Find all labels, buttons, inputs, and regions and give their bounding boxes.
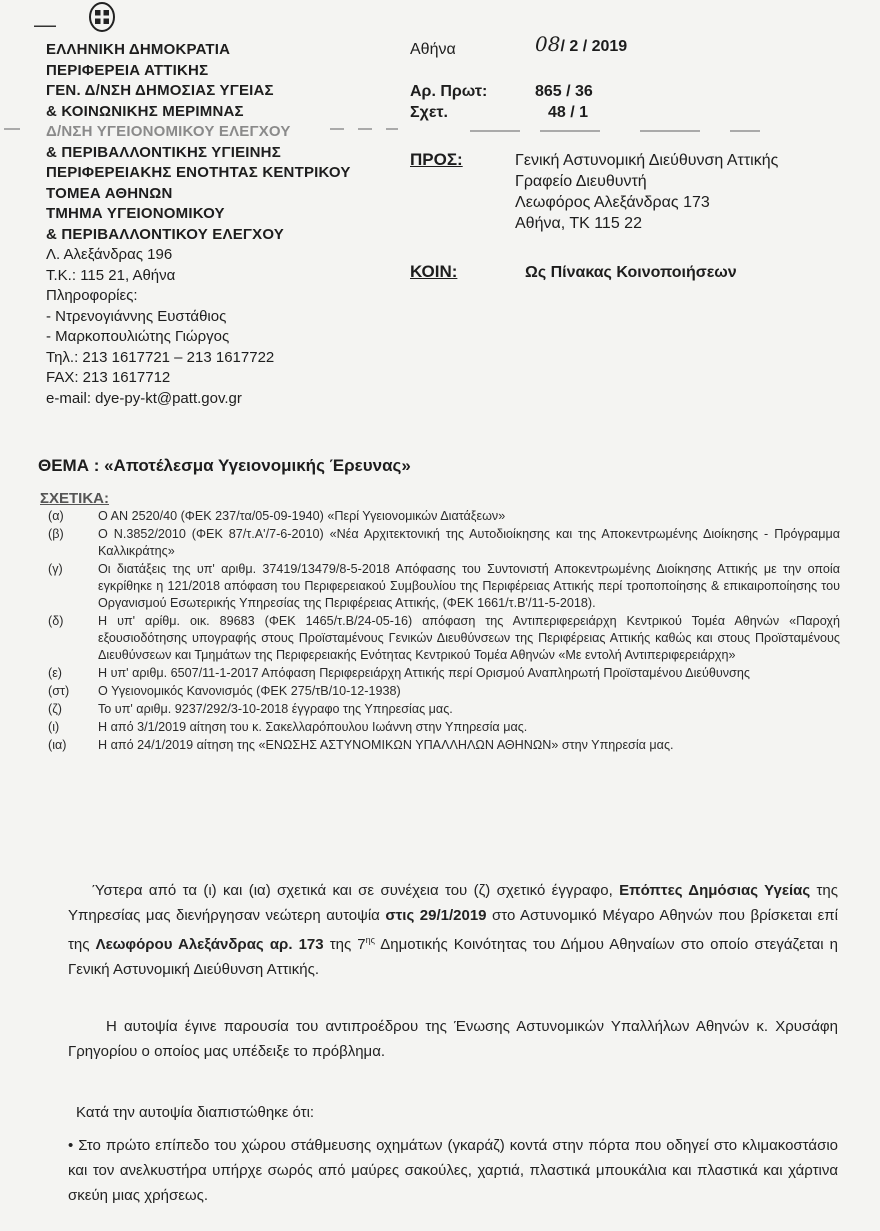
body-paragraph-1 bbox=[68, 878, 838, 982]
greek-emblem-icon bbox=[88, 2, 116, 32]
reference-item bbox=[40, 719, 840, 736]
reference-item bbox=[40, 613, 840, 664]
reference-item bbox=[40, 508, 840, 525]
paragraph-text: Ύστερα από τα (ι) και (ια) σχετικά και σε συνέχεια του (ζ) σχετικό έγγραφο, bbox=[92, 882, 620, 899]
reference-item bbox=[40, 665, 840, 682]
paragraph-emphasis: Λεωφόρου Αλεξάνδρας αρ. 173 bbox=[95, 936, 324, 953]
reference-text: Η από 24/1/2019 αίτηση της «ΕΝΩΣΗΣ ΑΣΤΥΝΟΜΙΚΩΝ ΥΠΑΛΛΗΛΩΝ ΑΘΗΝΩΝ» στην Υπηρεσία μας. bbox=[98, 738, 674, 752]
sender-line: ΤΜΗΜΑ ΥΓΕΙΟΝΟΜΙΚΟΥ bbox=[46, 205, 225, 222]
reference-label: (γ) bbox=[48, 562, 63, 576]
sender-line: & ΚΟΙΝΩΝΙΚΗΣ ΜΕΡΙΜΝΑΣ bbox=[46, 102, 244, 120]
reference-label: (ζ) bbox=[48, 702, 62, 716]
body-paragraph-3: Κατά την αυτοψία διαπιστώθηκε ότι: bbox=[76, 1104, 315, 1121]
subject-line: ΘΕΜΑ : «Αποτέλεσμα Υγειονομικής Έρευνας» bbox=[38, 456, 411, 475]
body-paragraph-4: • Στο πρώτο επίπεδο του χώρου στάθμευσης οχημάτων (γκαράζ) κοντά στην πόρτα που οδηγεί στο κλιμακοστάσιο και τον ανελκυστήρα υπήρχε σωρός από μαύρες σακούλες, χαρτιά, πλαστικά μπουκάλια και πλαστικά και χάρτινα σκεύη μιας χρήσεως. bbox=[68, 1137, 838, 1204]
sender-postal: Τ.Κ.: 115 21, Αθήνα bbox=[46, 266, 176, 284]
protocol-number: 865 / 36 bbox=[535, 83, 593, 100]
reference-item bbox=[40, 526, 840, 560]
sender-line: ΕΛΛΗΝΙΚΗ ΔΗΜΟΚΡΑΤΙΑ bbox=[46, 41, 231, 58]
scan-artifact bbox=[0, 122, 880, 136]
date-handwritten-day: 08 bbox=[535, 32, 561, 56]
reference-label: (ε) bbox=[48, 666, 63, 680]
reference-text: Η υπ' αριθμ. 6507/11-1-2017 Απόφαση Περιφερειάρχη Αττικής περί Ορισμού Αναπληρωτή Προϊσταμένου Διεύθυνσης bbox=[98, 666, 750, 680]
date-line bbox=[535, 32, 627, 56]
reference-label: (ι) bbox=[48, 720, 60, 734]
paragraph-text: Δημοτικής Κοινότητας του Δήμου Αθηναίων στο οποίο στεγάζεται η Γενική Αστυνομική Διεύθυνση Αττικής. bbox=[68, 936, 838, 978]
koin-label: ΚΟΙΝ: bbox=[410, 262, 458, 281]
sender-line: ΠΕΡΙΦΕΡΕΙΑ ΑΤΤΙΚΗΣ bbox=[46, 61, 209, 79]
reference-text: Οι διατάξεις της υπ' αριθμ. 37419/13479/8-5-2018 Απόφασης του Συντονιστή Αποκεντρωμένης Διοίκησης Αττικής με την οποία εγκρίθηκε η 121/2018 απόφαση του Περιφερειακού Συμβουλίου της Περιφέρειας Αττικής περί τροποποίησης & επικαιροποίησης του Οργανισμού Εσωτερικής Υπηρεσίας της Περιφέρειας Αττικής, (ΦΕΚ 1661/τ.Β'/11-5-2018). bbox=[98, 562, 840, 610]
reference-label: (στ) bbox=[48, 684, 70, 698]
related-label: Σχετ. bbox=[410, 104, 448, 121]
reference-text: Το υπ' αριθμ. 9237/292/3-10-2018 έγγραφο της Υπηρεσίας μας. bbox=[98, 702, 453, 716]
paragraph-text: της 7 bbox=[323, 936, 366, 953]
paragraph-emphasis: στις 29/1/2019 bbox=[385, 907, 487, 924]
reference-label: (ια) bbox=[48, 738, 67, 752]
contact-person: - Ντρενογιάννης Ευστάθιος bbox=[46, 307, 227, 325]
reference-text: Ο Υγειονομικός Κανονισμός (ΦΕΚ 275/τΒ/10-12-1938) bbox=[98, 684, 401, 698]
sender-line: & ΠΕΡΙΒΑΛΛΟΝΤΙΚΟΥ ΕΛΕΓΧΟΥ bbox=[46, 225, 284, 243]
reference-item bbox=[40, 561, 840, 612]
references-list bbox=[40, 508, 840, 755]
stamp-mark-icon: — bbox=[34, 12, 56, 37]
info-label: Πληροφορίες: bbox=[46, 287, 138, 304]
recipient-line: Γραφείο Διευθυντή bbox=[515, 173, 647, 190]
recipient-block bbox=[515, 150, 778, 234]
date-month-year: / 2 / 2019 bbox=[560, 38, 628, 55]
paragraph-text: της Υπηρεσίας μας διενήργησαν νεώτερη αυτοψία bbox=[68, 882, 839, 924]
related-number: 48 / 1 bbox=[548, 104, 589, 121]
paragraph-superscript: ης bbox=[365, 935, 375, 945]
reference-label: (δ) bbox=[48, 614, 64, 628]
sender-line: & ΠΕΡΙΒΑΛΛΟΝΤΙΚΗΣ ΥΓΙΕΙΝΗΣ bbox=[46, 143, 281, 161]
reference-label: (β) bbox=[48, 527, 64, 541]
sender-phone: Τηλ.: 213 1617721 – 213 1617722 bbox=[46, 348, 275, 366]
sender-fax: FAX: 213 1617712 bbox=[46, 369, 171, 386]
recipient-line: Γενική Αστυνομική Διεύθυνση Αττικής bbox=[515, 152, 779, 169]
recipient-label: ΠΡΟΣ: bbox=[410, 150, 463, 169]
reference-item bbox=[40, 683, 840, 700]
sender-line: ΠΕΡΙΦΕΡΕΙΑΚΗΣ ΕΝΟΤΗΤΑΣ ΚΕΝΤΡΙΚΟΥ bbox=[46, 164, 351, 181]
reference-text: Η υπ' αρίθμ. οικ. 89683 (ΦΕΚ 1465/τ.Β/24-05-16) απόφαση της Αντιπεριφερειάρχη Κεντρικού Τομέα Αθηνών «Παροχή εξουσιοδότησης υπογραφής στους Προϊσταμένους Γενικών Διευθύνσεων της Περιφέρειας Αττικής καθώς και στους Προϊσταμένους Διευθύνσεων και Τμημάτων της Περιφερειακής Ενότητας Κεντρικού Τομέα Αθηνών «Με εντολή Αντιπεριφερειάρχη» bbox=[98, 614, 840, 662]
sender-line: ΓΕΝ. Δ/ΝΣΗ ΔΗΜΟΣΙΑΣ ΥΓΕΙΑΣ bbox=[46, 82, 274, 99]
references-title: ΣΧΕΤΙΚΑ: bbox=[40, 490, 110, 507]
paragraph-text: στο Αστυνομικό Μέγαρο Αθηνών που βρίσκεται επί της bbox=[68, 907, 838, 953]
sender-line: Δ/ΝΣΗ ΥΓΕΙΟΝΟΜΙΚΟΥ ΕΛΕΓΧΟΥ bbox=[46, 123, 291, 140]
reference-text: Ο Ν.3852/2010 (ΦΕΚ 87/τ.Α'/7-6-2010) «Νέα Αρχιτεκτονική της Αυτοδιοίκησης και της Αποκεντρωμένης Διοίκησης - Πρόγραμμα Καλλικράτης» bbox=[98, 527, 840, 558]
reference-item bbox=[40, 737, 840, 754]
paragraph-emphasis: Επόπτες Δημόσιας Υγείας bbox=[619, 882, 811, 899]
reference-text: Ο ΑΝ 2520/40 (ΦΕΚ 237/τα/05-09-1940) «Περί Υγειονομικών Διατάξεων» bbox=[98, 509, 506, 523]
reference-text: Η από 3/1/2019 αίτηση του κ. Σακελλαρόπουλου Ιωάννη στην Υπηρεσία μας. bbox=[98, 720, 528, 734]
sender-address: Λ. Αλεξάνδρας 196 bbox=[46, 246, 173, 263]
contact-person: - Μαρκοπουλιώτης Γιώργος bbox=[46, 328, 230, 345]
city-label: Αθήνα bbox=[410, 41, 456, 58]
koin-value: Ως Πίνακας Κοινοποιήσεων bbox=[525, 264, 737, 281]
recipient-line: Αθήνα, ΤΚ 115 22 bbox=[515, 215, 642, 232]
reference-item bbox=[40, 701, 840, 718]
sender-line: ΤΟΜΕΑ ΑΘΗΝΩΝ bbox=[46, 184, 173, 202]
body-paragraph-2: Η αυτοψία έγινε παρουσία του αντιπροέδρου της Ένωσης Αστυνομικών Υπαλλήλων Αθηνών κ. Χρυσάφη Γρηγορίου ο οποίος μας υπέδειξε το πρόβλημα. bbox=[68, 1018, 838, 1060]
recipient-line: Λεωφόρος Αλεξάνδρας 173 bbox=[515, 194, 710, 211]
reference-label: (α) bbox=[48, 509, 64, 523]
protocol-label: Αρ. Πρωτ: bbox=[410, 83, 488, 100]
sender-email: e-mail: dye-py-kt@patt.gov.gr bbox=[46, 389, 242, 407]
sender-block bbox=[46, 40, 351, 409]
